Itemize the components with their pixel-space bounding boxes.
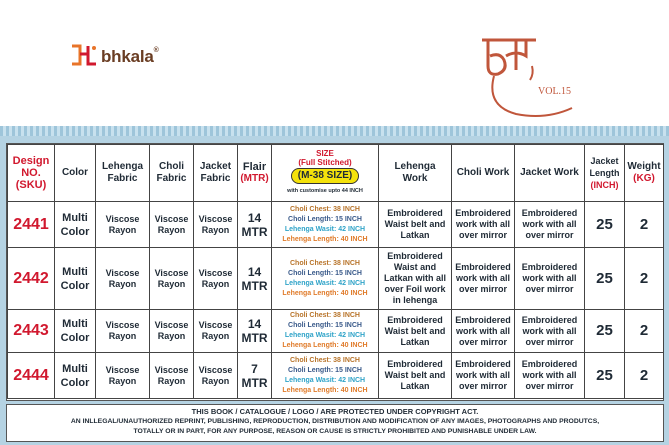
cell-jacket-length: 25 xyxy=(585,353,625,399)
header-size: SIZE (Full Stitched) (M-38 SIZE) with customise upto 44 INCH xyxy=(272,145,379,202)
cell-weight: 2 xyxy=(625,353,664,399)
cell-sku: 2441 xyxy=(8,202,55,248)
cell-jacket-work: Embroidered work with all over mirror xyxy=(515,353,585,399)
header-lehenga-fabric: Lehenga Fabric xyxy=(96,145,150,202)
cell-sku: 2443 xyxy=(8,310,55,353)
header-flair: Flair (MTR) xyxy=(238,145,272,202)
cell-size: Choli Chest: 38 INCH Choli Length: 15 INCH Lehenga Wasit: 42 INCH Lehenga Length: 40 INCH xyxy=(272,310,379,353)
header-color: Color xyxy=(55,145,96,202)
cell-weight: 2 xyxy=(625,248,664,310)
copyright-line-1: THIS BOOK / CATALOGUE / LOGO / ARE PROTECTED UNDER COPYRIGHT ACT. xyxy=(191,407,479,416)
band-stripe-border xyxy=(0,126,669,136)
cell-choli-work: Embroidered work with all over mirror xyxy=(452,353,515,399)
catalogue-table xyxy=(7,144,664,399)
cell-lehenga-work: Embroidered Waist belt and Latkan xyxy=(379,202,452,248)
header-choli-work: Choli Work xyxy=(452,145,515,202)
copyright-line-2: AN INLLEGAL/UNAUTHORIZED REPRINT, PUBLISHING, REPRODUCTION, DISTRIBUTION AND MODIFICATION OF ANY IMAGES, PHOTOGRAPHS AND PRODUTCS, xyxy=(70,418,600,425)
cell-choli-fabric: Viscose Rayon xyxy=(150,310,194,353)
cell-jacket-fabric: Viscose Rayon xyxy=(194,353,238,399)
cell-choli-work: Embroidered work with all over mirror xyxy=(452,248,515,310)
header-jacket-fabric: Jacket Fabric xyxy=(194,145,238,202)
cell-jacket-length: 25 xyxy=(585,202,625,248)
cell-weight: 2 xyxy=(625,310,664,353)
table-row xyxy=(8,353,664,399)
cell-lehenga-fabric: Viscose Rayon xyxy=(96,248,150,310)
cell-size: Choli Chest: 38 INCH Choli Length: 15 INCH Lehenga Wasit: 42 INCH Lehenga Length: 40 INCH xyxy=(272,202,379,248)
cell-color: Multi Color xyxy=(55,202,96,248)
cell-lehenga-fabric: Viscose Rayon xyxy=(96,202,150,248)
cell-choli-fabric: Viscose Rayon xyxy=(150,202,194,248)
cell-color: Multi Color xyxy=(55,248,96,310)
cell-choli-work: Embroidered work with all over mirror xyxy=(452,310,515,353)
cell-choli-work: Embroidered work with all over mirror xyxy=(452,202,515,248)
cell-jacket-work: Embroidered work with all over mirror xyxy=(515,248,585,310)
header-jacket-length: Jacket Length (INCH) xyxy=(585,145,625,202)
brand-logo xyxy=(66,42,159,72)
cell-weight: 2 xyxy=(625,202,664,248)
cell-lehenga-fabric: Viscose Rayon xyxy=(96,353,150,399)
cell-lehenga-work: Embroidered Waist belt and Latkan xyxy=(379,353,452,399)
cell-jacket-fabric: Viscose Rayon xyxy=(194,202,238,248)
copyright-line-3: TOTALLY OR IN PART, FOR ANY PURPOSE, REASON OR CAUSE IS STRICTLY PROHIBITED AND PUNISHABLE UNDER LAW. xyxy=(133,428,537,435)
cell-color: Multi Color xyxy=(55,310,96,353)
cell-color: Multi Color xyxy=(55,353,96,399)
cell-jacket-fabric: Viscose Rayon xyxy=(194,310,238,353)
cell-flair: 14 MTR xyxy=(238,248,272,310)
brand-name: bhkala® xyxy=(101,47,159,66)
cell-choli-fabric: Viscose Rayon xyxy=(150,248,194,310)
size-badge: (M-38 SIZE) xyxy=(291,168,359,184)
table-row xyxy=(8,202,664,248)
header-jacket-work: Jacket Work xyxy=(515,145,585,202)
copyright-footer xyxy=(6,404,664,442)
header-lehenga-work: Lehenga Work xyxy=(379,145,452,202)
cell-jacket-work: Embroidered work with all over mirror xyxy=(515,202,585,248)
ras-collection-logo xyxy=(476,26,576,126)
header-design-no: Design NO. (SKU) xyxy=(8,145,55,202)
catalogue-table-panel xyxy=(6,143,664,401)
cell-choli-fabric: Viscose Rayon xyxy=(150,353,194,399)
header-weight: Weight (KG) xyxy=(625,145,664,202)
cell-size: Choli Chest: 38 INCH Choli Length: 15 INCH Lehenga Wasit: 42 INCH Lehenga Length: 40 INCH xyxy=(272,353,379,399)
table-row xyxy=(8,248,664,310)
cell-lehenga-work: Embroidered Waist belt and Latkan xyxy=(379,310,452,353)
cell-flair: 7 MTR xyxy=(238,353,272,399)
cell-lehenga-fabric: Viscose Rayon xyxy=(96,310,150,353)
swastik-logo-icon xyxy=(66,42,100,72)
table-header-row xyxy=(8,145,664,202)
collection-volume: VOL.15 xyxy=(538,86,572,97)
cell-jacket-length: 25 xyxy=(585,248,625,310)
table-row xyxy=(8,310,664,353)
cell-sku: 2442 xyxy=(8,248,55,310)
cell-jacket-work: Embroidered work with all over mirror xyxy=(515,310,585,353)
cell-flair: 14 MTR xyxy=(238,310,272,353)
cell-jacket-length: 25 xyxy=(585,310,625,353)
cell-size: Choli Chest: 38 INCH Choli Length: 15 INCH Lehenga Wasit: 42 INCH Lehenga Length: 40 INCH xyxy=(272,248,379,310)
cell-sku: 2444 xyxy=(8,353,55,399)
cell-jacket-fabric: Viscose Rayon xyxy=(194,248,238,310)
cell-lehenga-work: Embroidered Waist and Latkan with all over Foil work in lehenga xyxy=(379,248,452,310)
cell-flair: 14 MTR xyxy=(238,202,272,248)
header-choli-fabric: Choli Fabric xyxy=(150,145,194,202)
